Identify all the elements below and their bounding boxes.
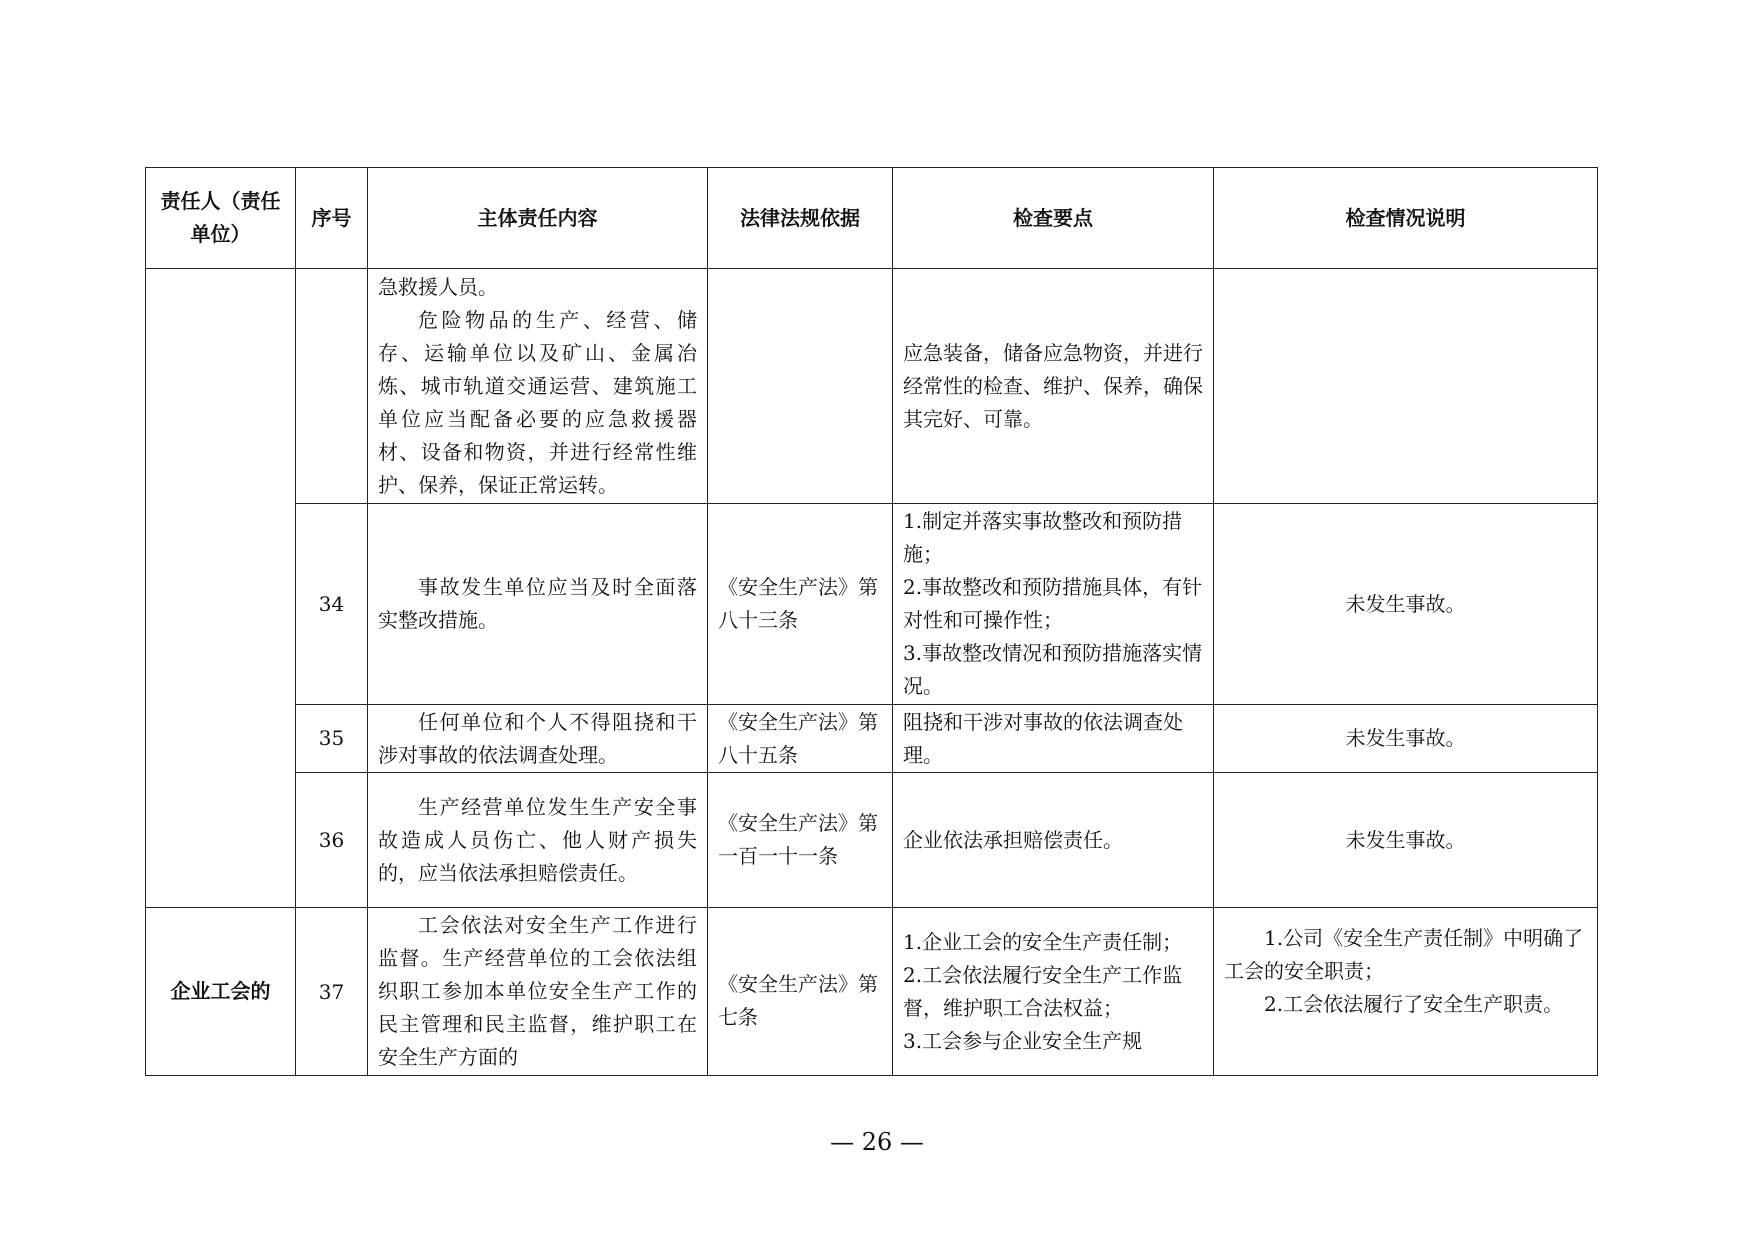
row-number: 37 (296, 908, 368, 1076)
row-number: 34 (296, 504, 368, 705)
responsible-cell (146, 269, 296, 908)
row-number (296, 269, 368, 504)
table-row (146, 908, 1598, 1076)
row-content (368, 908, 708, 1076)
content-paragraph: 工会依法对安全生产工作进行监督。生产经营单位的工会依法组织职工参加本单位安全生产工作的民主管理和民主监督，维护职工在安全生产方面的 (378, 913, 697, 1069)
row-number: 35 (296, 705, 368, 773)
check-item: 2.工会依法履行安全生产工作监督，维护职工合法权益； (903, 962, 1183, 1020)
row-content (368, 504, 708, 705)
responsible-cell: 企业工会的 (146, 908, 296, 1076)
header-content: 主体责任内容 (368, 168, 708, 269)
row-result (1214, 269, 1598, 504)
header-check: 检查要点 (893, 168, 1214, 269)
check-item: 3.工会参与企业安全生产规 (903, 1028, 1143, 1053)
table-header-row (146, 168, 1598, 269)
row-content (368, 773, 708, 908)
check-item: 2.事故整改和预防措施具体，有针对性和可操作性； (903, 575, 1203, 632)
row-number: 36 (296, 773, 368, 908)
content-paragraph: 急救援人员。 (378, 274, 498, 299)
row-result: 未发生事故。 (1214, 705, 1598, 773)
content-paragraph: 事故发生单位应当及时全面落实整改措施。 (378, 575, 697, 632)
row-law (708, 269, 893, 504)
row-result: 未发生事故。 (1214, 504, 1598, 705)
header-result: 检查情况说明 (1214, 168, 1598, 269)
row-content (368, 705, 708, 773)
result-item: 2.工会依法履行了安全生产职责。 (1264, 992, 1564, 1016)
table-row (146, 269, 1598, 504)
row-law: 《安全生产法》第一百一十一条 (708, 773, 893, 908)
content-paragraph: 生产经营单位发生生产安全事故造成人员伤亡、他人财产损失的，应当依法承担赔偿责任。 (378, 794, 697, 885)
table-row (146, 705, 1598, 773)
row-law: 《安全生产法》第七条 (708, 908, 893, 1076)
header-responsible: 责任人（责任单位） (146, 168, 296, 269)
row-check: 企业依法承担赔偿责任。 (893, 773, 1214, 908)
table-row (146, 504, 1598, 705)
row-law: 《安全生产法》第八十五条 (708, 705, 893, 773)
check-item: 3.事故整改情况和预防措施落实情况。 (903, 641, 1203, 698)
row-result: 未发生事故。 (1214, 773, 1598, 908)
table-row (146, 773, 1598, 908)
row-check: 阻挠和干涉对事故的依法调查处理。 (893, 705, 1214, 773)
row-check (893, 908, 1214, 1076)
check-item: 1.企业工会的安全生产责任制； (903, 929, 1183, 954)
responsibility-table (145, 167, 1598, 1076)
row-check: 应急装备，储备应急物资，并进行经常性的检查、维护、保养，确保其完好、可靠。 (893, 269, 1214, 504)
page-number: — 26 — (830, 1128, 924, 1156)
row-content (368, 269, 708, 504)
header-number: 序号 (296, 168, 368, 269)
row-law: 《安全生产法》第八十三条 (708, 504, 893, 705)
row-check (893, 504, 1214, 705)
result-item: 1.公司《安全生产责任制》中明确了工会的安全职责； (1224, 926, 1584, 983)
content-paragraph: 任何单位和个人不得阻挠和干涉对事故的依法调查处理。 (378, 709, 697, 767)
header-law: 法律法规依据 (708, 168, 893, 269)
content-paragraph: 危险物品的生产、经营、储存、运输单位以及矿山、金属冶炼、城市轨道交通运营、建筑施工单位应当配备必要的应急救援器材、设备和物资，并进行经常性维护、保养，保证正常运转。 (378, 307, 697, 497)
check-item: 1.制定并落实事故整改和预防措施； (903, 509, 1183, 566)
row-result (1214, 908, 1598, 1076)
